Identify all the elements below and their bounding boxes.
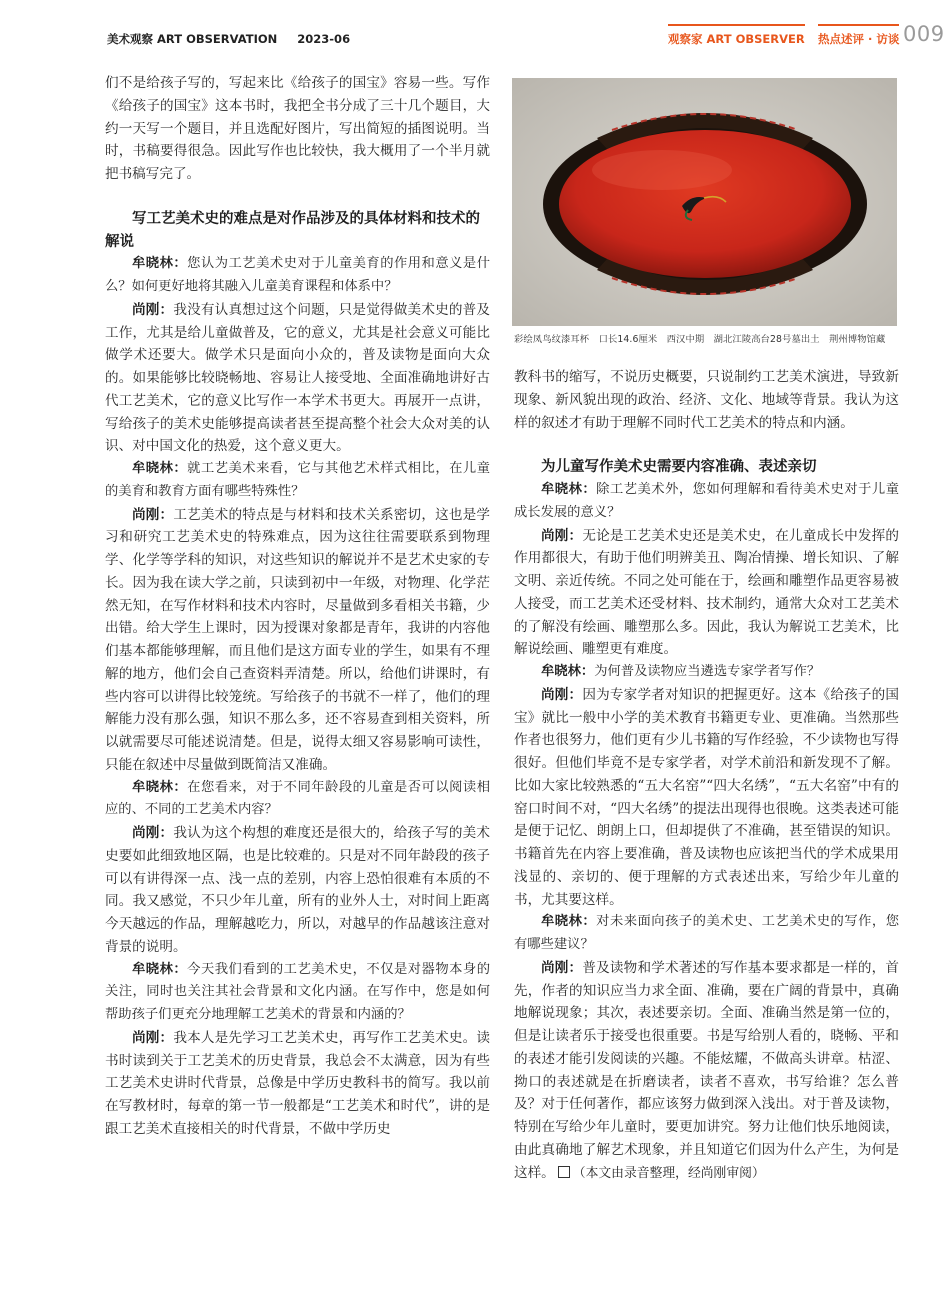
answer: 尚刚：工艺美术的特点是与材料和技术关系密切，这也是学习和研究工艺美术史的特殊难点，因为这往往需要联系到物理学、化学等学科的知识，对这些知识的解说并不是艺术史家的专长。因为我在读大学之前，只读到初中一年级，对物理、化学茫然无知，在写作材料和技术内容时，尽量做到多看相关书籍，少出错。给大学生上课时，因为授课对象都是青年，我讲的内容他们基本都能够理解，而且他们是这方面专业的学生，如果有不理解的地方，他们会自己查资料弄清楚。所以，给他们讲课时，有些内容可以讲得比较笼统。写给孩子的书就不一样了，他们的理解能力没有那么强，知识不那么多，还不容易查到相关资料，所以就需要尽可能述说清楚。但是，说得太细又容易影响可读性，只能在叙述中尽量做到既简洁又准确。 bbox=[105, 506, 491, 773]
issue-date: 2023-06 bbox=[297, 32, 351, 46]
figure-caption: 彩绘凤鸟纹漆耳杯 口长14.6厘米 西汉中期 湖北江陵高台28号墓出土 荆州博物馆藏 bbox=[514, 334, 886, 345]
speaker-label: 尚刚： bbox=[132, 301, 174, 318]
page-header bbox=[0, 0, 950, 60]
question: 牟晓林：您认为工艺美术史对于儿童美育的作用和意义是什么？如何更好地将其融入儿童美育课程和体系中？ bbox=[105, 256, 491, 294]
lacquer-cup-photo bbox=[512, 78, 897, 326]
speaker-label: 牟晓林： bbox=[132, 779, 188, 795]
left-column bbox=[105, 72, 490, 1141]
speaker-label: 牟晓林： bbox=[541, 664, 595, 679]
paragraph: 们不是给孩子写的，写起来比《给孩子的国宝》容易一些。写作《给孩子的国宝》这本书时，我把全书分成了三十几个题目，大约一天写一个题目，并且选配好图片，写出简短的插图说明。当时，书稿要得很急。因此写作也比较快，我大概用了一个半月就把书稿写完了。 bbox=[105, 75, 490, 182]
answer: 尚刚：普及读物和学术著述的写作基本要求都是一样的，首先，作者的知识应当力求全面、准确，要在广阔的背景中，真确地解说现象；其次，表述要亲切。全面、准确当然是第一位的，但是让读者乐于接受也很重要。书是写给别人看的，晓畅、平和的表述才能引发阅读的兴趣。不能炫耀，不做高头讲章。枯涩、拗口的表述就是在折磨读者，读者不喜欢，书写给谁？怎么普及？对于任何著作，都应该努力做到深入浅出。对于普及读物，特别在写给少年儿童时，要更加讲究。努力让他们快乐地阅读，由此真确地了解艺术现象，并且知道它们因为什么产生，为何是这样。 （本文由录音整理，经尚刚审阅） bbox=[514, 959, 900, 1181]
question: 牟晓林：对未来面向孩子的美术史、工艺美术史的写作，您有哪些建议？ bbox=[514, 914, 900, 952]
right-column bbox=[514, 366, 899, 1185]
speaker-label: 牟晓林： bbox=[132, 256, 188, 272]
editorial-note: （本文由录音整理，经尚刚审阅） bbox=[572, 1165, 765, 1181]
question: 牟晓林：在您看来，对于不同年龄段的儿童是否可以阅读相应的、不同的工艺美术内容？ bbox=[105, 779, 491, 818]
speaker-label: 尚刚： bbox=[132, 506, 174, 523]
answer: 尚刚：我本人是先学习工艺美术史，再写作工艺美术史。读书时读到关于工艺美术的历史背景，我总会不太满意，因为有些工艺美术史讲时代背景，总像是中学历史教科书的简写。我以前在写教材时，每章的第一节一般都是“工艺美术和时代”，讲的是跟工艺美术直接相关的时代背景，不做中学历史 bbox=[105, 1029, 491, 1137]
answer: 尚刚：我认为这个构想的难度还是很大的，给孩子写的美术史要如此细致地区隔，也是比较难的。只是对不同年龄段的孩子可以有讲得深一点、浅一点的差别，内容上恐怕很难有本质的不同。我又感觉，不只少年儿童，所有的业外人士，对时间上距离今天越远的作品，理解越吃力，所以，对越早的作品越该注意对背景的说明。 bbox=[105, 825, 491, 955]
speaker-label: 尚刚： bbox=[132, 1029, 174, 1046]
answer: 尚刚：因为专家学者对知识的把握更好。这本《给孩子的国宝》就比一般中小学的美术教育书籍更专业、更准确。当然那些作者也很努力，他们更有少儿书籍的写作经验，不少读物也写得很好。但他们毕竟不是专家学者，对学术前沿和新发现不了解。比如大家比较熟悉的“五大名窑”“四大名绣”，“五大名窑”中有的窑口时间不对，“四大名绣”的提法出现得也很晚。这类表述可能是便于记忆、朗朗上口，但却提供了不准确，甚至错误的知识。书籍首先在内容上要准确，普及读物也应该把当代的学术成果用浅显的、亲切的、便于理解的方式表述出来，写给少年儿童的书，尤其要这样。 bbox=[514, 686, 900, 908]
section-heading: 为儿童写作美术史需要内容准确、表述亲切 bbox=[541, 459, 817, 476]
speaker-label: 尚刚： bbox=[541, 686, 583, 703]
section-heading: 写工艺美术史的难点是对作品涉及的具体材料和技术的解说 bbox=[105, 210, 480, 250]
speaker-label: 尚刚： bbox=[132, 825, 174, 841]
end-mark bbox=[558, 1166, 570, 1178]
speaker-label: 牟晓林： bbox=[132, 461, 188, 476]
answer: 尚刚：无论是工艺美术史还是美术史，在儿童成长中发挥的作用都很大，有助于他们明辨美丑、陶冶情操、增长知识、了解文明、亲近传统。不同之处可能在于，绘画和雕塑作品更容易被人接受，而工艺美术还受材料、技术制约，通常大众对工艺美术的了解没有绘画、雕塑那么多。因此，我认为解说工艺美术，比解说绘画、雕塑更有难度。 bbox=[514, 527, 900, 658]
section-tab-commentary: 热点述评 · 访谈 bbox=[818, 32, 900, 46]
answer: 尚刚：我没有认真想过这个问题，只是觉得做美术史的普及工作，尤其是给儿童做普及，它的意义，尤其是社会意义可能比做学术还要大。做学术只是面向小众的，普及读物是面向大众的。如果能够比较晓畅地、容易让人接受地、全面准确地讲好古代工艺美术，它的意义比写作一本学术书更大。再展开一点讲，写给孩子的美术史能够提高读者甚至提高整个社会大众对美的认识、对中国文化的热爱，这个意义更大。 bbox=[105, 301, 491, 455]
question: 牟晓林：就工艺美术来看，它与其他艺术样式相比，在儿童的美育和教育方面有哪些特殊性？ bbox=[105, 461, 491, 499]
section-tab-observer: 观察家 ART OBSERVER bbox=[668, 32, 805, 46]
page-number: 009 bbox=[903, 22, 945, 46]
magazine-title: 美术观察 ART OBSERVATION bbox=[107, 32, 278, 46]
question: 牟晓林：为何普及读物应当遴选专家学者写作？ bbox=[541, 664, 821, 679]
question: 牟晓林：除工艺美术外，您如何理解和看待美术史对于儿童成长发展的意义？ bbox=[514, 482, 900, 520]
paragraph: 教科书的缩写，不说历史概要，只说制约工艺美术演进，导致新现象、新风貌出现的政治、经济、文化、地域等背景。我认为这样的叙述才有助于理解不同时代工艺美术的特点和内涵。 bbox=[514, 369, 899, 431]
question: 牟晓林：今天我们看到的工艺美术史，不仅是对器物本身的关注，同时也关注其社会背景和文化内涵。在写作中，您是如何帮助孩子们更充分地理解工艺美术的背景和内涵的？ bbox=[105, 961, 491, 1022]
speaker-label: 尚刚： bbox=[541, 959, 583, 976]
speaker-label: 牟晓林： bbox=[541, 482, 597, 497]
lacquer-ear-cup-illustration bbox=[512, 78, 897, 326]
speaker-label: 牟晓林： bbox=[541, 914, 597, 930]
running-head bbox=[107, 31, 350, 47]
speaker-label: 尚刚： bbox=[541, 527, 583, 544]
speaker-label: 牟晓林： bbox=[132, 961, 188, 977]
